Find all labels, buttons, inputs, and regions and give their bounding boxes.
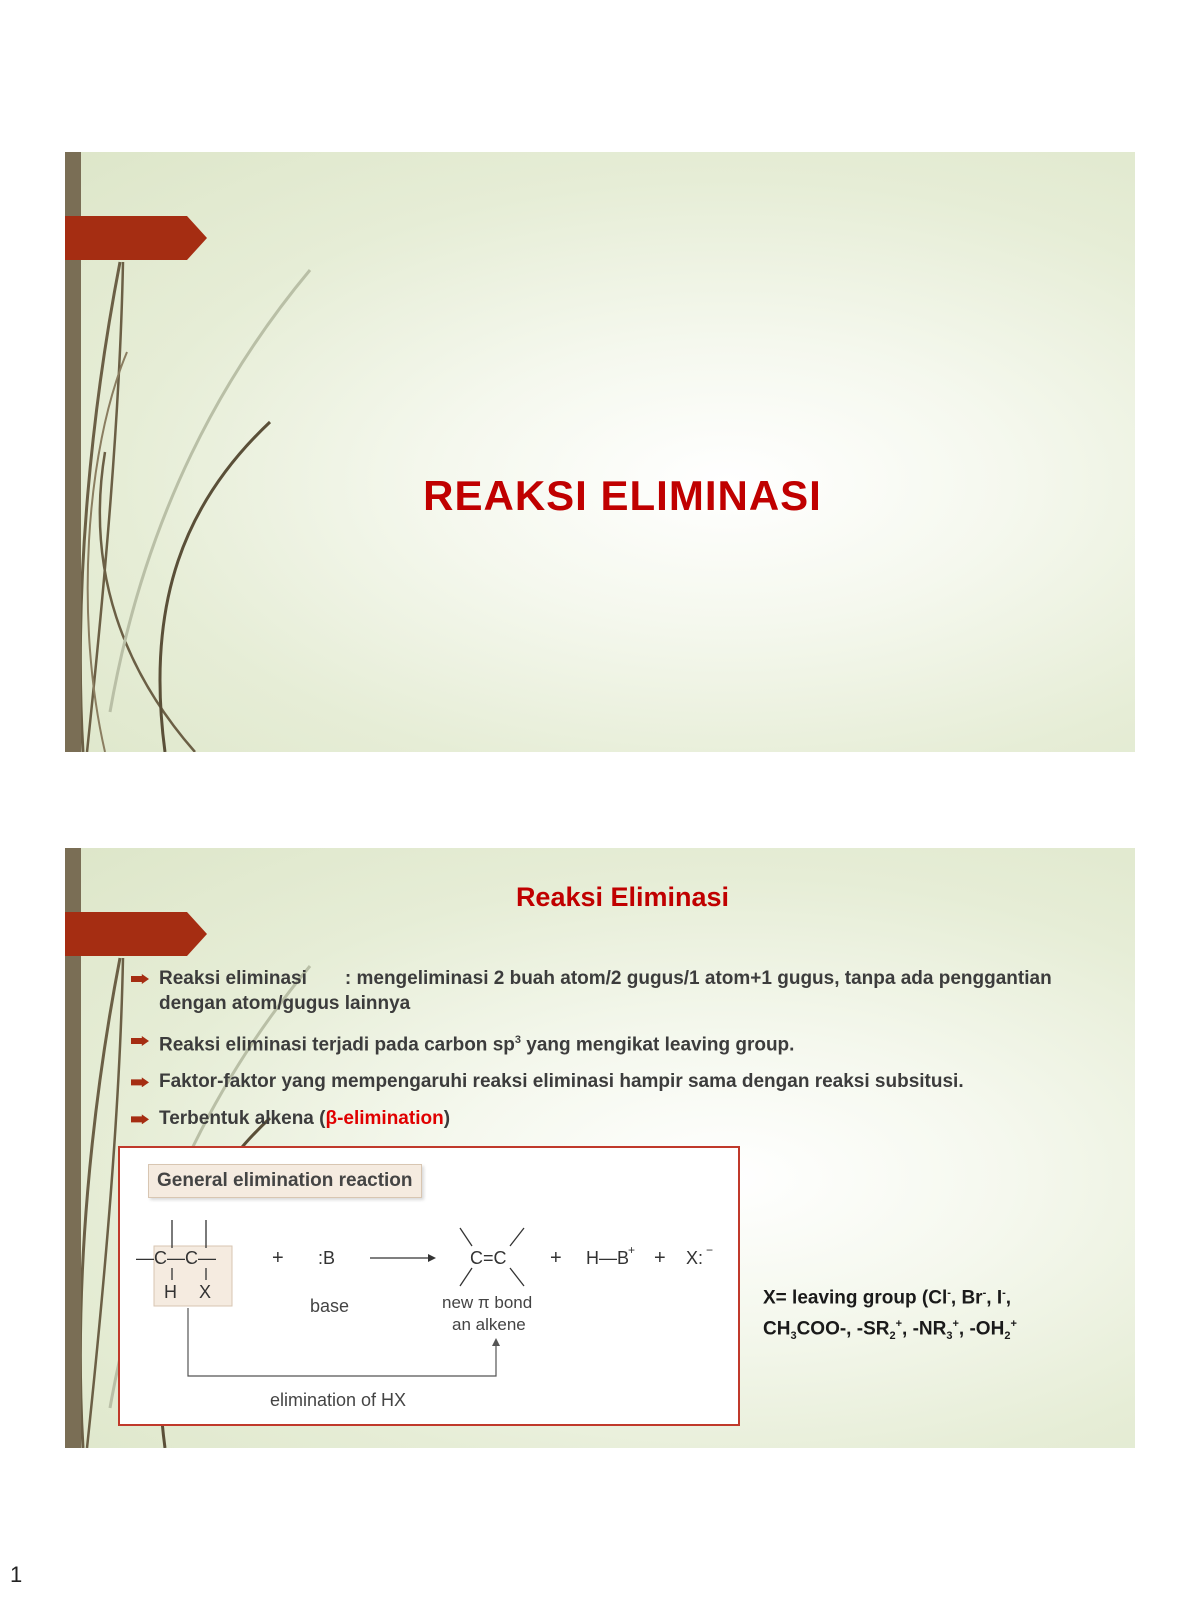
bullet-text: ) [443,1108,451,1130]
bullet-text: Terbentuk alkena ( [159,1108,326,1130]
bullet-text: Reaksi eliminasi terjadi pada carbon sp [159,1034,515,1056]
base-symbol: :B [318,1248,336,1268]
reactant-h: H [164,1282,177,1302]
title-slide [65,152,1135,752]
charge: - [947,1287,951,1299]
figure-title: General elimination reaction [148,1164,422,1198]
elimination-label: elimination of HX [270,1390,407,1410]
leaving-group-text: COO-, -SR [796,1318,890,1340]
product-x-charge: − [706,1243,714,1257]
slide-title: REAKSI ELIMINASI [423,472,822,519]
bullet-list [131,966,1121,1143]
plus-sign: + [550,1247,562,1269]
base-label: base [310,1296,350,1316]
list-item [131,1028,1121,1057]
accent-tab [65,912,207,956]
page-number: 1 [10,1562,23,1587]
bullet-term: Reaksi eliminasi [159,968,307,989]
plus-sign: + [272,1247,284,1269]
leaving-group-text: , [1005,1287,1012,1309]
charge: + [895,1318,903,1331]
content-slide [65,848,1135,1448]
subscript: 3 [946,1330,953,1343]
superscript: 3 [514,1034,521,1046]
list-item [131,966,1121,1016]
highlight-text: β-elimination [325,1108,444,1130]
arrow-bullet-icon [131,1077,149,1087]
reactant-chain: —C—C— [136,1248,216,1268]
subscript: 2 [889,1330,896,1343]
reaction-figure [118,1146,740,1426]
charge: - [1002,1287,1006,1299]
leaving-group-note [763,1280,1123,1350]
product-hb-charge: + [628,1243,636,1257]
list-item [131,1106,1121,1131]
leaving-group-text: , Br [950,1287,983,1309]
charge: + [1010,1318,1017,1331]
product-hb: H—B [586,1248,630,1268]
arrow-bullet-icon [131,1114,149,1124]
leaving-group-text: , -NR [902,1318,947,1340]
bullet-text: Faktor-faktor yang mempengaruhi reaksi eliminasi hampir sama dengan reaksi subsitusi. [159,1071,964,1093]
reactant-x: X [199,1282,212,1302]
charge: + [952,1318,959,1331]
slide-title: Reaksi Eliminasi [515,882,730,912]
leaving-group-text: , I [986,1287,1003,1309]
bullet-text: : mengeliminasi 2 buah atom/2 gugus/1 atom+1 gugus, tanpa ada penggantian dengan atom/gugus lainnya [159,968,1052,1014]
subscript: 3 [790,1330,797,1343]
product-x: X: [686,1248,704,1268]
subscript: 2 [1004,1330,1011,1343]
alkene-structure: C=C [470,1248,507,1268]
new-bond-label: new π bond [442,1293,533,1312]
leaving-group-text: , -OH [958,1318,1005,1340]
leaving-group-text: CH [763,1318,791,1340]
accent-tab [65,216,207,260]
bullet-text: yang mengikat leaving group. [521,1034,795,1056]
charge: - [982,1287,987,1299]
arrow-bullet-icon [131,1036,149,1046]
leaving-group-text: X= leaving group (Cl [763,1287,948,1309]
alkene-label: an alkene [452,1315,526,1334]
arrow-bullet-icon [131,974,149,984]
list-item [131,1069,1121,1094]
plus-sign: + [654,1247,666,1269]
